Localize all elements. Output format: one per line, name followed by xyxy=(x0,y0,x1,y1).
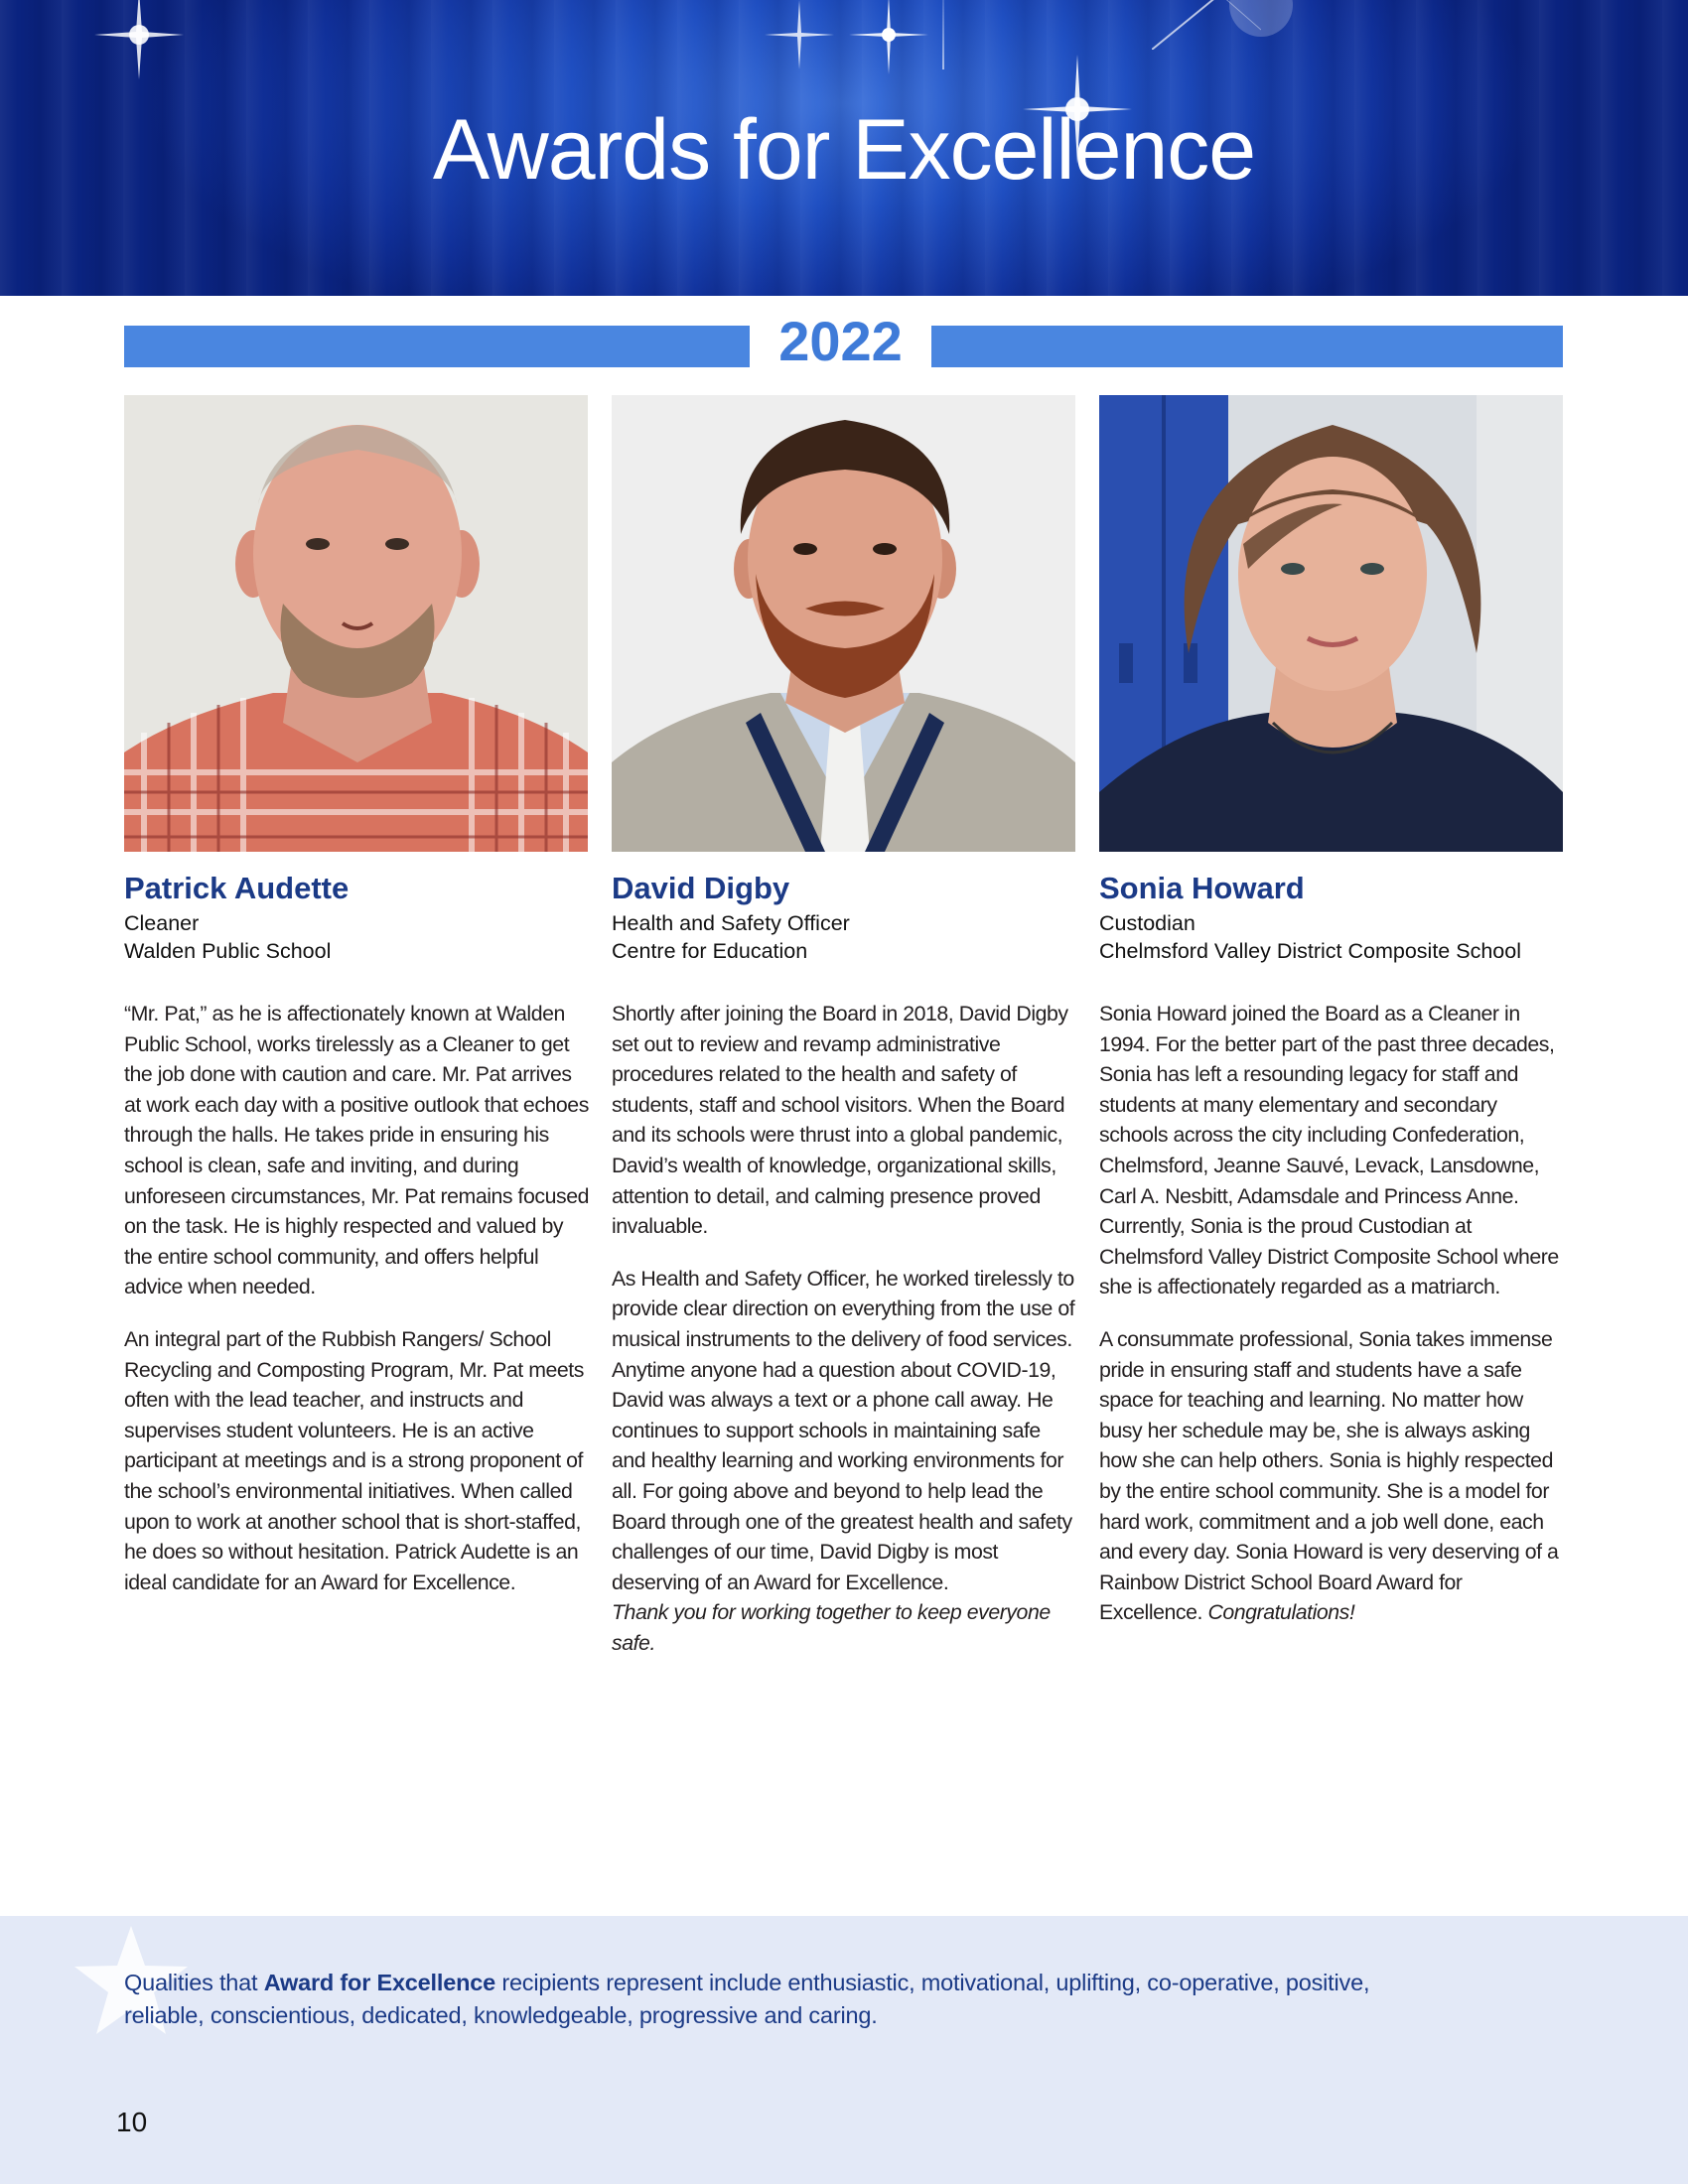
qualities-statement xyxy=(124,1967,1415,2032)
footer-band xyxy=(0,1916,1688,2184)
photo-patrick-audette xyxy=(124,395,588,852)
recipient-bio xyxy=(612,999,1078,1658)
bio-paragraph-with-closing xyxy=(1099,1324,1566,1628)
year-divider-right xyxy=(931,326,1563,367)
recipient-name: David Digby xyxy=(612,871,790,905)
bio-closing: Thank you for working together to keep everyone safe. xyxy=(612,1600,1051,1655)
recipient-role: Health and Safety Officer xyxy=(612,911,850,935)
qualities-prefix: Qualities that xyxy=(124,1970,264,1995)
bio-paragraph: Sonia Howard joined the Board as a Cleaner in 1994. For the better part of the past three decades, Sonia has left a resounding legacy for staff and students at many elementary and secondary schools across the city including Confederation, Chelmsford, Jeanne Sauvé, Levack, Lansdowne, Carl A. Nesbitt, Adamsdale and Princess Anne. Currently, Sonia is the proud Custodian at Chelmsford Valley District Composite School where she is affectionately regarded as a matriarch. xyxy=(1099,1002,1559,1299)
recipient-name: Patrick Audette xyxy=(124,871,350,905)
recipient-role: Custodian xyxy=(1099,911,1196,935)
sparkle-icon xyxy=(1226,0,1296,40)
recipient-school: Chelmsford Valley District Composite School xyxy=(1099,939,1521,963)
year-divider-left xyxy=(124,326,750,367)
page-number: 10 xyxy=(116,2107,148,2137)
sparkle-icon xyxy=(94,0,184,79)
recipient-school: Walden Public School xyxy=(124,939,332,963)
photo-sonia-howard xyxy=(1099,395,1563,852)
bio-paragraph: A consummate professional, Sonia takes immense pride in ensuring staff and students have a safe space for teaching and learning. No matter how busy her schedule may be, she is always asking how she can help others. Sonia is highly respected by the entire school community. She is a model for hard work, commitment and a job well done, each and every day. Sonia Howard is very deserving of a Rainbow District School Board Award for Excellence. xyxy=(1099,1326,1559,1625)
sparkle-icon xyxy=(849,0,928,74)
recipient-name: Sonia Howard xyxy=(1099,871,1305,905)
bio-closing: Congratulations! xyxy=(1207,1600,1355,1625)
bio-paragraph: An integral part of the Rubbish Rangers/ School Recycling and Composting Program, Mr. Pat meets often with the lead teacher, and instructs and supervises student volunteers. He is an active participant at meetings and is a strong proponent of the school’s environmental initiatives. When called upon to work at another school that is short-staffed, he does so without hesitation. Patrick Audette is an ideal candidate for an Award for Excellence. xyxy=(124,1326,584,1594)
sparkle-icon xyxy=(765,0,834,69)
year-heading: 2022 xyxy=(778,310,903,372)
header-banner xyxy=(0,0,1688,296)
recipient-school: Centre for Education xyxy=(612,939,808,963)
recipient-bio xyxy=(1099,999,1566,1628)
recipient-bio xyxy=(124,999,591,1597)
page-title: Awards for Excellence xyxy=(432,102,1256,198)
bio-closing-wrap xyxy=(612,1597,1078,1658)
bio-paragraph: As Health and Safety Officer, he worked tirelessly to provide clear direction on everything from the use of musical instruments to the delivery of food services. Anytime anyone had a question about COVID-19, David was always a text or a phone call away. He continues to support schools in maintaining safe and healthy learning and working environments for all. For going above and beyond to help lead the Board through one of the greatest health and safety challenges of our time, David Digby is most deserving of an Award for Excellence. xyxy=(612,1266,1075,1594)
recipient-card-patrick-audette xyxy=(124,872,591,1619)
bio-paragraph: Shortly after joining the Board in 2018, David Digby set out to review and revamp administrative procedures related to the health and safety of students, staff and school visitors. When the Board and its schools were thrust into a global pandemic, David’s wealth of knowledge, organizational skills, attention to detail, and calming presence proved invaluable. xyxy=(612,1002,1068,1239)
recipient-role: Cleaner xyxy=(124,911,200,935)
qualities-award-name: Award for Excellence xyxy=(263,1970,495,1995)
bio-paragraph: “Mr. Pat,” as he is affectionately known at Walden Public School, works tirelessly as a Cleaner to get the job done with caution and care. Mr. Pat arrives at work each day with a positive outlook that echoes through the halls. He takes pride in ensuring his school is clean, safe and inviting, and during unforeseen circumstances, Mr. Pat remains focused on the task. He is highly respected and valued by the entire school community, and offers helpful advice when needed. xyxy=(124,1002,589,1299)
recipient-card-sonia-howard xyxy=(1099,872,1566,1650)
photo-david-digby xyxy=(612,395,1075,852)
qualities-suffix: recipients represent include enthusiastic, motivational, uplifting, co-operative, positive, reliable, conscientious, dedicated, knowledgeable, progressive and caring. xyxy=(124,1970,1370,2028)
sparkle-icon xyxy=(933,0,953,69)
recipient-card-david-digby xyxy=(612,872,1078,1680)
